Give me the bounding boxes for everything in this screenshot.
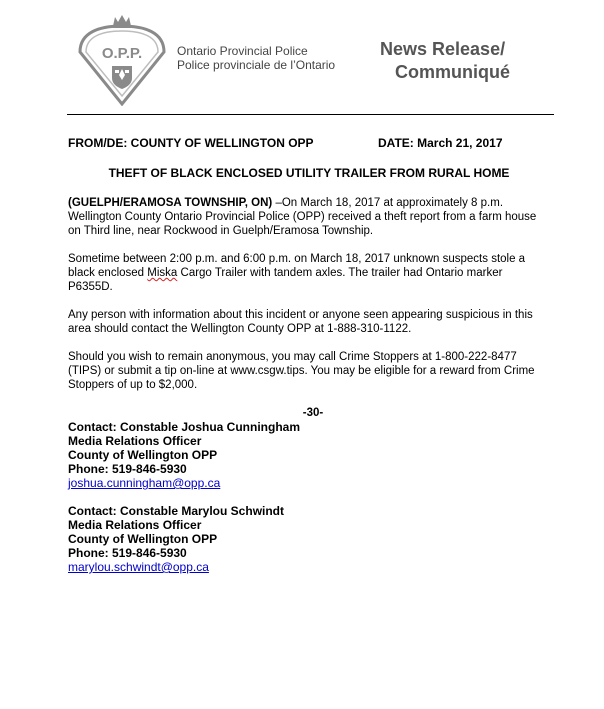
opp-badge-logo: [72, 14, 172, 106]
release-title-english: News Release/: [380, 39, 506, 59]
contact-phone: Phone: 519-846-5930: [68, 462, 187, 476]
paragraph-4: Should you wish to remain anonymous, you may call Crime Stoppers at 1-800-222-8477 (TIPS) or submit a tip on-line at www.csgw.tips. You may be eligible for a reward from Crime Stoppers of up to $2,000.: [68, 351, 535, 391]
paragraph-2: [68, 252, 550, 294]
contact-name: Contact: Constable Marylou Schwindt: [68, 504, 285, 518]
contact-block-2: [68, 504, 550, 574]
org-name-english: Ontario Provincial Police: [177, 44, 308, 58]
end-mark: -30-: [302, 407, 324, 419]
release-body: [68, 136, 550, 574]
paragraph-3: Any person with information about this incident or anyone seen appearing suspicious in this area should contact the Wellington County OPP at 1-888-310-1122.: [68, 309, 533, 335]
dateline: (GUELPH/ERAMOSA TOWNSHIP, ON): [68, 197, 273, 209]
paragraph-1: [68, 196, 550, 238]
contact-title: Media Relations Officer: [68, 518, 202, 532]
badge-text: O.P.P.: [101, 45, 143, 62]
release-title-french: Communiqué: [395, 62, 510, 82]
paragraph-2-end: Cargo Trailer with tandem axles. The trailer had Ontario marker P6355D.: [68, 267, 503, 293]
contact-phone: Phone: 519-846-5930: [68, 546, 187, 560]
header-divider: [67, 114, 554, 115]
from-field: FROM/DE: COUNTY OF WELLINGTON OPP: [68, 136, 314, 150]
contact-email-link[interactable]: marylou.schwindt@opp.ca: [68, 560, 209, 574]
release-title: [380, 38, 510, 84]
paragraph-2-start: Sometime between 2:00 p.m. and 6:00 p.m. on March 18, 2017 unknown suspects stole a black enclosed: [68, 253, 526, 279]
crown-icon: [113, 15, 131, 28]
contact-name: Contact: Constable Joshua Cunningham: [68, 420, 301, 434]
contact-unit: County of Wellington OPP: [68, 532, 218, 546]
contact-email-link[interactable]: joshua.cunningham@opp.ca: [68, 476, 221, 490]
contact-title: Media Relations Officer: [68, 434, 202, 448]
release-headline: THEFT OF BLACK ENCLOSED UTILITY TRAILER FROM RURAL HOME: [108, 166, 510, 180]
contact-unit: County of Wellington OPP: [68, 448, 218, 462]
spellcheck-marked-word: Miska: [147, 267, 178, 279]
letterhead: [0, 0, 604, 115]
contact-block-1: [68, 420, 550, 490]
trillium-shield-icon: [112, 66, 132, 89]
from-date-line: [68, 136, 550, 150]
date-field: DATE: March 21, 2017: [378, 136, 503, 150]
organization-name: [177, 44, 335, 72]
org-name-french: Police provinciale de l’Ontario: [177, 58, 336, 72]
paragraph-1-text: –On March 18, 2017 at approximately 8 p.m. Wellington County Ontario Provincial Police (OPP) received a theft report from a farm house on Third line, near Rockwood in Guelph/Eramosa Township.: [68, 197, 537, 237]
